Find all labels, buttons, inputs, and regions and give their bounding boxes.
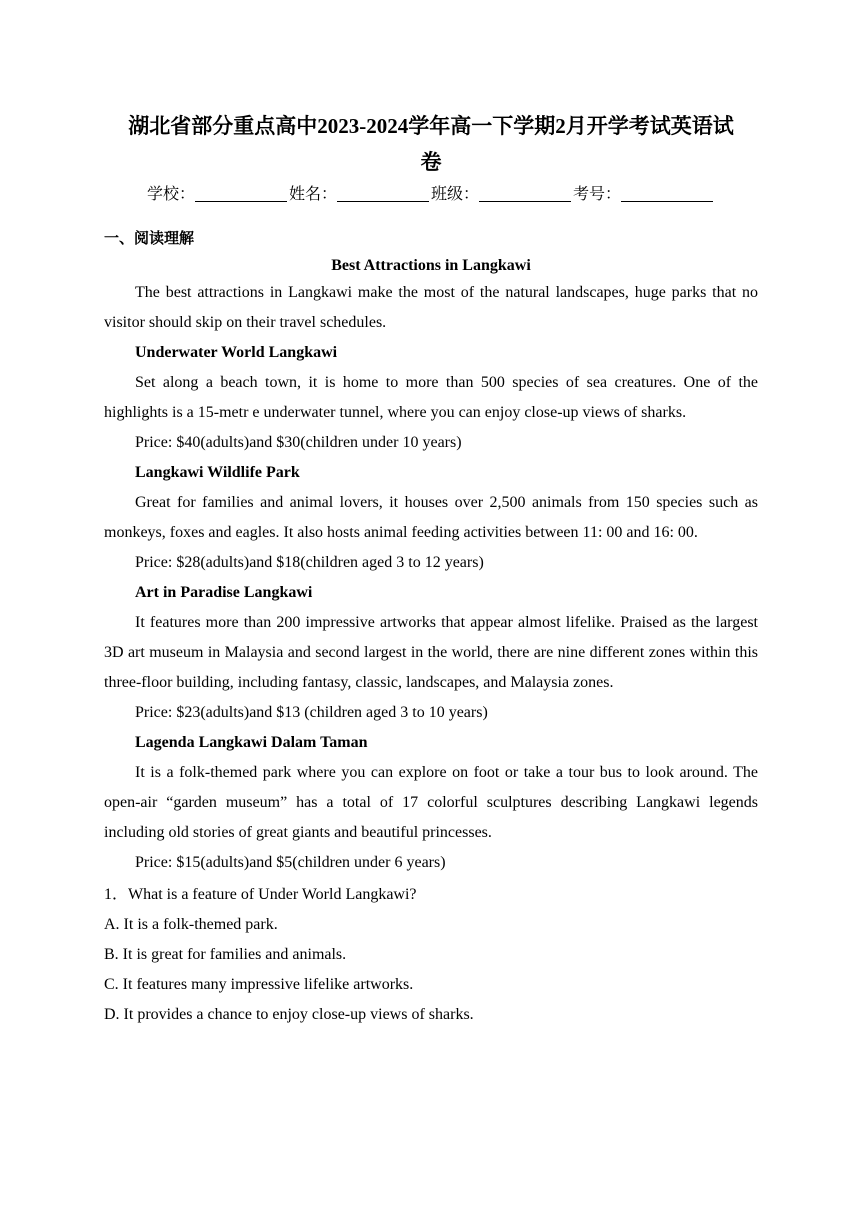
exam-title-line-1: 湖北省部分重点高中2023-2024学年高一下学期2月开学考试英语试 xyxy=(128,114,734,138)
attraction-name: Langkawi Wildlife Park xyxy=(135,464,300,481)
name-label: 姓名： xyxy=(288,184,337,203)
section-heading: 一、阅读理解 xyxy=(104,229,195,247)
attraction-description: Great for families and animal lovers, it houses over 2,500 animals from 150 species such as monkeys, foxes and eagles. It also hosts animal feeding activities between 11: 00 and 16: 00. xyxy=(104,494,758,541)
passage-intro: The best attractions in Langkawi make the most of the natural landscapes, huge parks that no visitor should skip on their travel schedules. xyxy=(104,284,758,331)
answer-option-a[interactable]: A. It is a folk-themed park. xyxy=(104,916,278,933)
exam-page xyxy=(104,108,758,1030)
question-stem: 1．What is a feature of Under World Langkawi? xyxy=(104,886,417,903)
exam-title xyxy=(104,108,758,180)
attraction-description: It is a folk-themed park where you can explore on foot or take a tour bus to look around. The open-air “garden museum” has a total of 17 colorful sculptures describing Langkawi legends including old stories of great giants and beautiful princesses. xyxy=(104,764,758,841)
answer-option-c[interactable]: C. It features many impressive lifelike artworks. xyxy=(104,976,414,993)
student-info-row xyxy=(104,182,758,206)
exam-title-line-2: 卷 xyxy=(420,150,442,174)
attraction-name: Underwater World Langkawi xyxy=(135,344,338,361)
passage-title: Best Attractions in Langkawi xyxy=(331,257,531,274)
answer-option-d[interactable]: D. It provides a chance to enjoy close-up views of sharks. xyxy=(104,1006,474,1023)
attraction-price: Price: $28(adults)and $18(children aged 3 to 12 years) xyxy=(135,554,484,571)
name-blank[interactable] xyxy=(337,185,429,202)
attraction-description: Set along a beach town, it is home to more than 500 species of sea creatures. One of the highlights is a 15-metr e underwater tunnel, where you can enjoy close-up views of sharks. xyxy=(104,374,758,421)
school-label: 学校： xyxy=(146,184,195,203)
school-blank[interactable] xyxy=(195,185,287,202)
attraction-name: Art in Paradise Langkawi xyxy=(135,584,313,601)
class-label: 班级： xyxy=(431,184,480,203)
attraction-description: It features more than 200 impressive artworks that appear almost lifelike. Praised as the largest 3D art museum in Malaysia and second largest in the world, there are nine different zones within this three-floor building, including fantasy, classic, landscapes, and Malaysia zones. xyxy=(104,614,758,691)
class-blank[interactable] xyxy=(479,185,571,202)
attraction-price: Price: $40(adults)and $30(children under 10 years) xyxy=(135,434,462,451)
attraction-price: Price: $23(adults)and $13 (children aged 3 to 10 years) xyxy=(135,704,488,721)
exam-number-label: 考号： xyxy=(573,184,622,203)
answer-option-b[interactable]: B. It is great for families and animals. xyxy=(104,946,347,963)
attraction-name: Lagenda Langkawi Dalam Taman xyxy=(135,734,368,751)
exam-number-blank[interactable] xyxy=(621,185,713,202)
attraction-price: Price: $15(adults)and $5(children under 6 years) xyxy=(135,854,446,871)
